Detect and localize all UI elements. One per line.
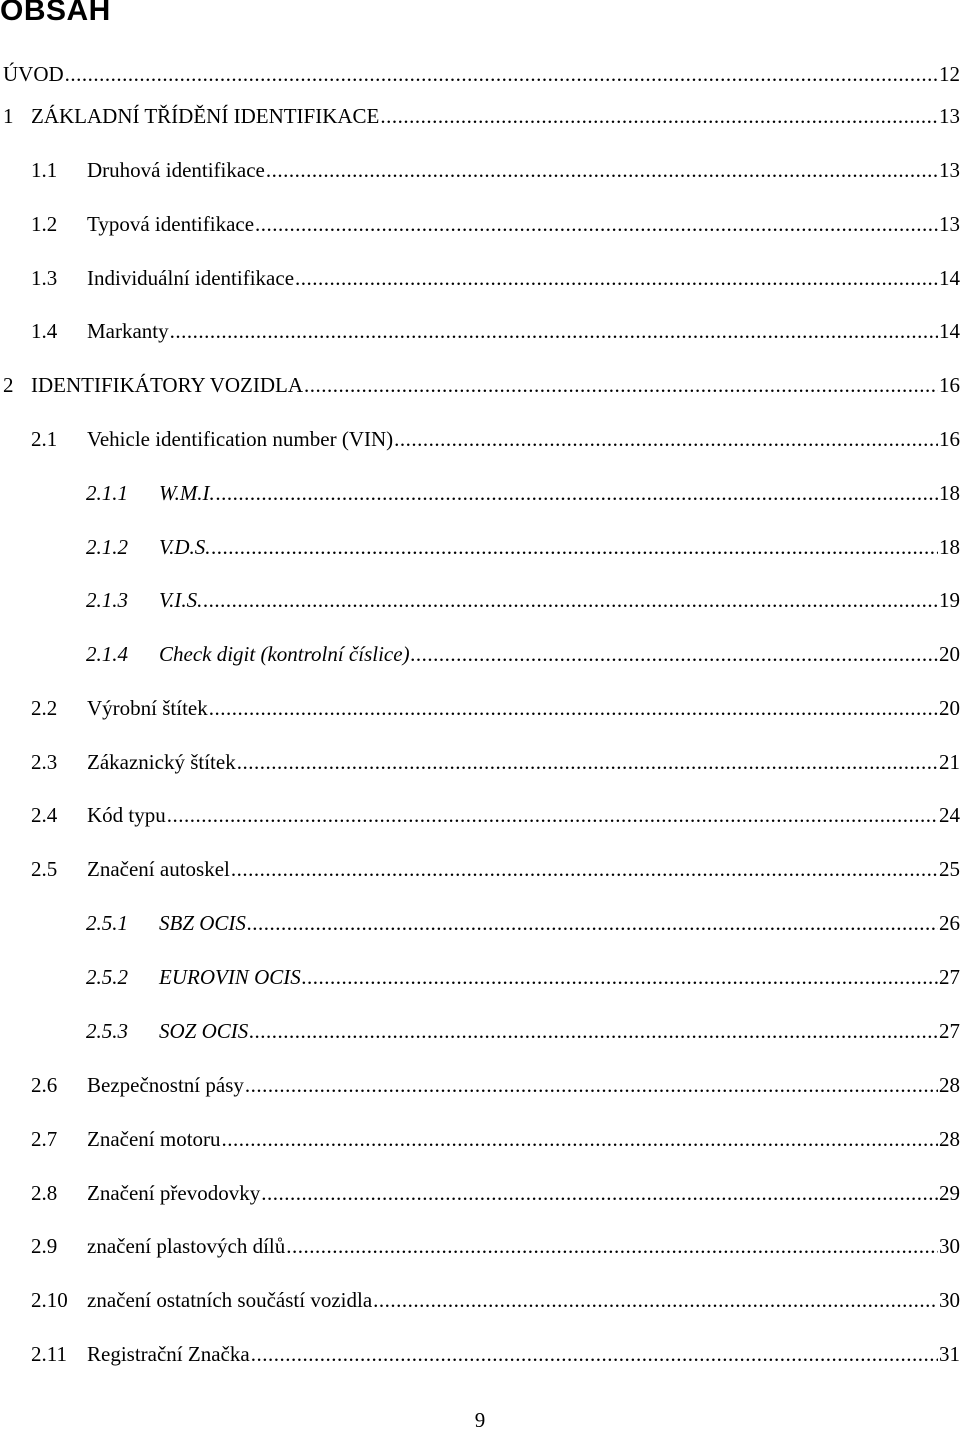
toc-entry[interactable] (31, 262, 960, 294)
toc-entry-page: 25 (939, 857, 960, 881)
page-title: OBSAH (0, 0, 111, 27)
toc-dot-leader (170, 315, 938, 347)
toc-dot-leader (394, 423, 938, 455)
toc-dot-leader (261, 1177, 938, 1209)
toc-entry-label: Bezpečnostní pásy (87, 1073, 244, 1097)
toc-entry-page: 13 (939, 158, 960, 182)
toc-entry-number: 2.3 (31, 750, 58, 774)
toc-entry-page: 30 (939, 1288, 960, 1312)
toc-entry-number: 2.6 (31, 1073, 58, 1097)
toc-dot-leader (209, 692, 938, 724)
toc-entry-page: 12 (939, 62, 960, 86)
toc-dot-leader (216, 477, 938, 509)
toc-entry-number: 2.2 (31, 696, 58, 720)
toc-entry[interactable] (31, 1177, 960, 1209)
toc-dot-leader (295, 262, 938, 294)
toc-entry[interactable] (3, 58, 960, 90)
toc-entry-label: Typová identifikace (87, 212, 255, 236)
toc-dot-leader (380, 100, 938, 132)
toc-entry[interactable] (86, 531, 960, 563)
toc-entry[interactable] (31, 1069, 960, 1101)
toc-entry-page: 16 (939, 427, 960, 451)
page-number-footer: 9 (474, 1408, 486, 1432)
toc-dot-leader (373, 1284, 938, 1316)
toc-entry[interactable] (31, 692, 960, 724)
toc-entry-page: 29 (939, 1181, 960, 1205)
toc-entry-page: 20 (939, 696, 960, 720)
toc-entry-page: 13 (939, 104, 960, 128)
toc-entry-label: Markanty (87, 319, 169, 343)
toc-entry[interactable] (86, 584, 960, 616)
toc-entry[interactable] (3, 100, 960, 132)
toc-entry-label: Druhová identifikace (87, 158, 265, 182)
toc-entry-number: 2.1.1 (86, 481, 128, 505)
toc-entry-page: 14 (939, 266, 960, 290)
toc-entry-number: 2.1.3 (86, 588, 128, 612)
toc-entry[interactable] (31, 1284, 960, 1316)
toc-entry[interactable] (31, 1338, 960, 1370)
toc-entry-page: 16 (939, 373, 960, 397)
toc-dot-leader (255, 208, 938, 240)
toc-entry[interactable] (31, 1230, 960, 1262)
toc-entry-label: Check digit (kontrolní číslice) (159, 642, 410, 666)
toc-entry-number: 1.2 (31, 212, 58, 236)
toc-entry-number: 2.5.2 (86, 965, 128, 989)
toc-entry-label: Značení převodovky (87, 1181, 261, 1205)
toc-entry-number: 1.1 (31, 158, 58, 182)
toc-dot-leader (245, 1069, 938, 1101)
toc-entry-label: Zákaznický štítek (87, 750, 236, 774)
toc-entry-page: 27 (939, 965, 960, 989)
toc-entry-number: 1.4 (31, 319, 58, 343)
toc-entry-label: ZÁKLADNÍ TŘÍDĚNÍ IDENTIFIKACE (31, 104, 380, 128)
toc-entry-number: 2.7 (31, 1127, 58, 1151)
toc-entry-label: Výrobní štítek (87, 696, 208, 720)
toc-dot-leader (65, 58, 938, 90)
toc-entry-number: 2.5.3 (86, 1019, 128, 1043)
toc-entry-page: 24 (939, 803, 960, 827)
toc-entry-label: Značení motoru (87, 1127, 221, 1151)
toc-entry[interactable] (31, 853, 960, 885)
toc-entry-number: 2.5.1 (86, 911, 128, 935)
toc-dot-leader (231, 853, 938, 885)
toc-dot-leader (212, 531, 938, 563)
toc-entry-label: V.I.S. (159, 588, 203, 612)
toc-dot-leader (411, 638, 938, 670)
toc-entry-label: SBZ OCIS (159, 911, 246, 935)
toc-entry-number: 2.5 (31, 857, 58, 881)
toc-entry-label: značení plastových dílů (87, 1234, 286, 1258)
toc-entry[interactable] (31, 746, 960, 778)
toc-entry-label: značení ostatních součástí vozidla (87, 1288, 373, 1312)
toc-entry-label: IDENTIFIKÁTORY VOZIDLA (31, 373, 304, 397)
toc-entry-number: 2.9 (31, 1234, 58, 1258)
toc-entry-page: 18 (939, 481, 960, 505)
toc-entry-page: 13 (939, 212, 960, 236)
toc-entry-page: 28 (939, 1127, 960, 1151)
toc-entry-number: 1 (3, 104, 14, 128)
toc-entry-label: Kód typu (87, 803, 166, 827)
toc-entry-label: Registrační Značka (87, 1342, 250, 1366)
toc-entry-number: 1.3 (31, 266, 58, 290)
toc-entry[interactable] (31, 799, 960, 831)
toc-entry[interactable] (86, 907, 960, 939)
toc-entry-label: Vehicle identification number (VIN) (87, 427, 394, 451)
toc-entry-label: W.M.I. (159, 481, 215, 505)
toc-entry-page: 26 (939, 911, 960, 935)
toc-dot-leader (286, 1230, 938, 1262)
toc-entry[interactable] (31, 315, 960, 347)
toc-entry-label: SOZ OCIS (159, 1019, 249, 1043)
toc-entry-number: 2 (3, 373, 14, 397)
toc-entry-label: Značení autoskel (87, 857, 230, 881)
toc-entry-label: ÚVOD (3, 62, 64, 86)
toc-entry[interactable] (86, 638, 960, 670)
toc-entry-number: 2.1.2 (86, 535, 128, 559)
toc-entry[interactable] (31, 423, 960, 455)
toc-dot-leader (247, 907, 938, 939)
toc-entry-number: 2.4 (31, 803, 58, 827)
toc-dot-leader (203, 584, 938, 616)
toc-dot-leader (167, 799, 938, 831)
toc-entry-page: 21 (939, 750, 960, 774)
toc-entry[interactable] (86, 961, 960, 993)
toc-entry-page: 20 (939, 642, 960, 666)
toc-entry-page: 30 (939, 1234, 960, 1258)
toc-entry-label: EUROVIN OCIS (159, 965, 301, 989)
toc-entry[interactable] (31, 1123, 960, 1155)
toc-dot-leader (249, 1015, 938, 1047)
toc-entry[interactable] (86, 477, 960, 509)
toc-dot-leader (222, 1123, 938, 1155)
toc-dot-leader (304, 369, 938, 401)
toc-entry-number: 2.11 (31, 1342, 67, 1366)
toc-entry-number: 2.10 (31, 1288, 68, 1312)
toc-entry[interactable] (86, 1015, 960, 1047)
toc-entry[interactable] (3, 369, 960, 401)
toc-dot-leader (251, 1338, 938, 1370)
toc-entry[interactable] (31, 208, 960, 240)
toc-entry-page: 14 (939, 319, 960, 343)
toc-entry-page: 27 (939, 1019, 960, 1043)
toc-entry-page: 28 (939, 1073, 960, 1097)
toc-entry-label: V.D.S. (159, 535, 211, 559)
toc-dot-leader (302, 961, 938, 993)
toc-dot-leader (266, 154, 938, 186)
toc-entry-number: 2.8 (31, 1181, 58, 1205)
toc-entry-page: 18 (939, 535, 960, 559)
toc-entry-number: 2.1 (31, 427, 58, 451)
toc-entry[interactable] (31, 154, 960, 186)
toc-entry-page: 31 (939, 1342, 960, 1366)
toc-entry-label: Individuální identifikace (87, 266, 295, 290)
toc-dot-leader (237, 746, 938, 778)
toc-entry-page: 19 (939, 588, 960, 612)
toc-entry-number: 2.1.4 (86, 642, 128, 666)
